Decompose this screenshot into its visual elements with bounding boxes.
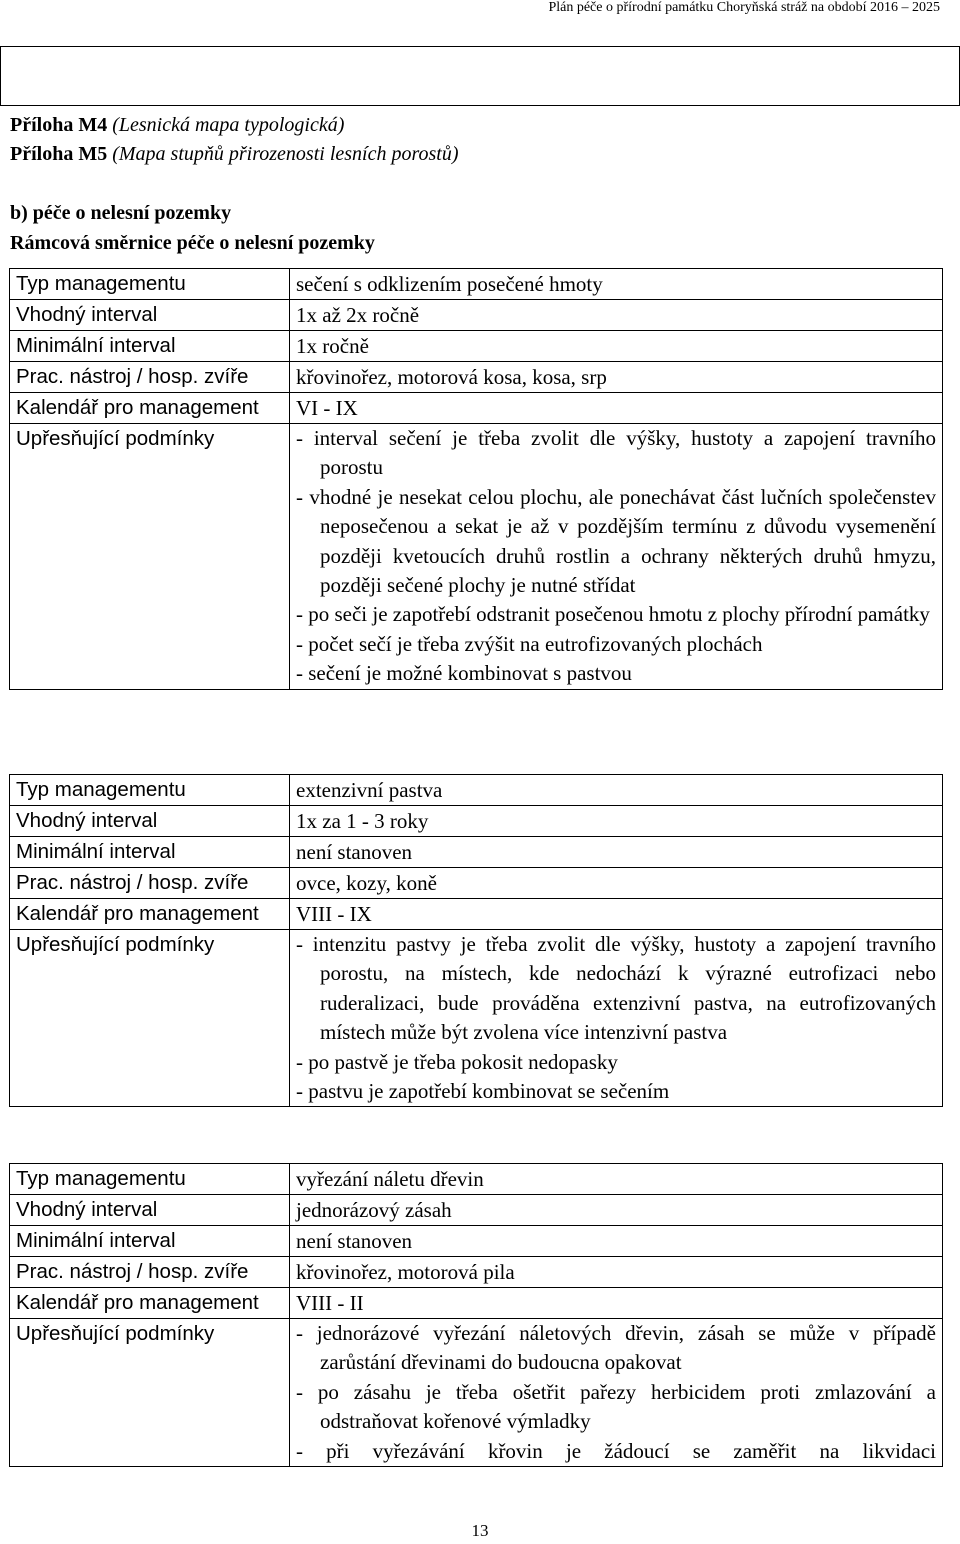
conditions-list [296,424,936,689]
table-row [10,1195,943,1226]
conditions-cell [290,424,943,690]
section-title: b) péče o nelesní pozemky [10,202,232,224]
row-value: sečení s odklizením posečené hmoty [290,269,943,300]
attachment-ref [10,140,459,169]
row-label: Typ managementu [10,775,290,806]
page-number: 13 [471,1521,489,1540]
management-table [9,774,943,1107]
row-label: Upřesňující podmínky [10,930,290,1107]
row-label: Typ managementu [10,269,290,300]
row-label: Kalendář pro management [10,1288,290,1319]
conditions-list [296,930,936,1106]
page-header [0,0,960,20]
row-value: extenzivní pastva [290,775,943,806]
condition-item: - po pastvě je třeba pokosit nedopasky [296,1049,618,1074]
row-value: 1x až 2x ročně [290,300,943,331]
row-label: Minimální interval [10,331,290,362]
table-row [10,393,943,424]
row-value: není stanoven [290,1226,943,1257]
table-row [10,1226,943,1257]
row-label: Upřesňující podmínky [10,424,290,690]
attachment-ref-title: (Mapa stupňů přirozenosti lesních porostů) [112,143,459,165]
row-label: Vhodný interval [10,806,290,837]
table-row [10,331,943,362]
attachment-references [10,111,459,169]
row-label: Minimální interval [10,1226,290,1257]
row-value: křovinořez, motorová pila [290,1257,943,1288]
row-value: VIII - IX [290,899,943,930]
condition-item: - sečení je možné kombinovat s pastvou [296,661,632,686]
conditions-cell [290,930,943,1107]
table-row [10,1164,943,1195]
row-value: jednorázový zásah [290,1195,943,1226]
row-label: Prac. nástroj / hosp. zvíře [10,362,290,393]
attachment-ref-id: Příloha M4 [10,114,108,136]
table-row [10,269,943,300]
row-label: Minimální interval [10,837,290,868]
attachment-ref-title: (Lesnická mapa typologická) [112,114,345,136]
table-row [10,775,943,806]
condition-item: - interval sečení je třeba zvolit dle výšky, hustoty a zapojení travního porostu [296,426,936,480]
condition-item: - pastvu je zapotřebí kombinovat se sečením [296,1079,670,1104]
row-label: Typ managementu [10,1164,290,1195]
condition-item: - počet sečí je třeba zvýšit na eutrofizovaných plochách [296,631,763,656]
condition-item: - vhodné je nesekat celou plochu, ale ponechávat část lučních společenstev neposečenou a sekat je až v pozdějším termínu z důvodu vysemenění později kvetoucích druhů rostlin a ochrany některých druhů hmyzu, později sečené plochy je nutné střídat [296,484,936,598]
table-row [10,806,943,837]
empty-frame [0,46,960,106]
row-label: Upřesňující podmínky [10,1319,290,1467]
attachment-ref [10,111,459,140]
table-row [10,1319,943,1467]
management-table [9,268,943,690]
row-label: Vhodný interval [10,1195,290,1226]
table-row [10,362,943,393]
condition-item: - při vyřezávání křovin je žádoucí se zaměřit na likvidaci [296,1438,936,1463]
table-row [10,868,943,899]
row-label: Prac. nástroj / hosp. zvíře [10,1257,290,1288]
row-value: VIII - II [290,1288,943,1319]
condition-item: - jednorázové vyřezání náletových dřevin, zásah se může v případě zarůstání dřevinami do budoucna opakovat [296,1321,936,1375]
header-title: Plán péče o přírodní památku Choryňská stráž na období 2016 – 2025 [548,0,940,15]
table-row [10,930,943,1107]
condition-item: - po seči je zapotřebí odstranit posečenou hmotu z plochy přírodní památky [296,602,930,627]
table-row [10,837,943,868]
section-heading [10,198,375,258]
conditions-cell [290,1319,943,1467]
table-row [10,1257,943,1288]
row-value: 1x za 1 - 3 roky [290,806,943,837]
row-value: vyřezání náletu dřevin [290,1164,943,1195]
row-value: není stanoven [290,837,943,868]
row-value: ovce, kozy, koně [290,868,943,899]
table-row [10,424,943,690]
table-row [10,300,943,331]
section-subtitle: Rámcová směrnice péče o nelesní pozemky [10,232,375,254]
row-label: Prac. nástroj / hosp. zvíře [10,868,290,899]
row-value: křovinořez, motorová kosa, kosa, srp [290,362,943,393]
row-value: 1x ročně [290,331,943,362]
row-label: Kalendář pro management [10,393,290,424]
attachment-ref-id: Příloha M5 [10,143,108,165]
conditions-list [296,1319,936,1466]
table-row [10,899,943,930]
row-label: Vhodný interval [10,300,290,331]
condition-item: - po zásahu je třeba ošetřit pařezy herbicidem proti zmlazování a odstraňovat kořenové výmladky [296,1379,936,1434]
condition-item: - intenzitu pastvy je třeba zvolit dle výšky, hustoty a zapojení travního porostu, na místech, kde nedochází k výrazné eutrofizaci nebo ruderalizaci, bude prováděna extenzivní pastva, na eutrofizovaných místech může být zvolena více intenzivní pastva [296,932,936,1045]
row-label: Kalendář pro management [10,899,290,930]
table-row [10,1288,943,1319]
management-table [9,1163,943,1467]
row-value: VI - IX [290,393,943,424]
